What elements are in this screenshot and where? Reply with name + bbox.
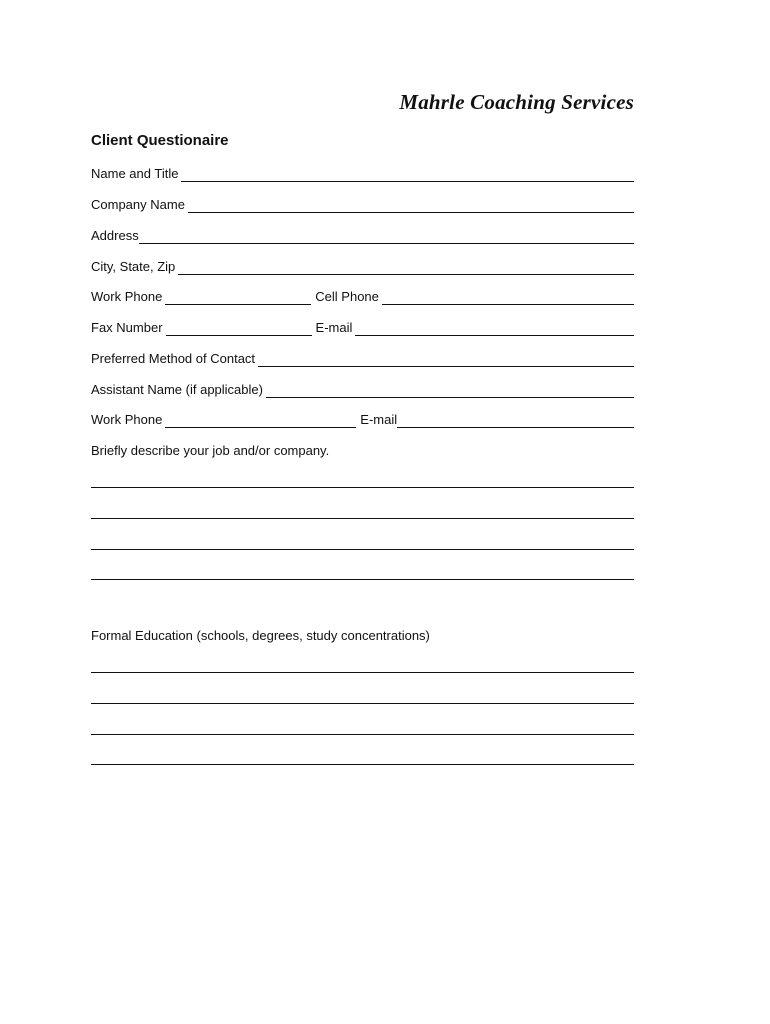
preferred-contact-row <box>91 347 634 367</box>
name-title-field[interactable] <box>181 167 634 182</box>
email-field[interactable] <box>355 321 634 336</box>
city-state-zip-field[interactable] <box>178 260 634 275</box>
fax-number-field[interactable] <box>166 321 312 336</box>
address-row <box>91 224 634 244</box>
fax-number-label: Fax Number <box>91 320 163 335</box>
address-field[interactable] <box>139 229 634 244</box>
city-state-zip-row <box>91 255 634 275</box>
name-title-label: Name and Title <box>91 166 179 181</box>
company-name-row <box>91 193 634 213</box>
cell-phone-label: Cell Phone <box>315 289 379 304</box>
cell-phone-field[interactable] <box>382 290 634 305</box>
formal-education-line[interactable] <box>91 703 634 704</box>
assistant-name-field[interactable] <box>266 383 634 398</box>
preferred-contact-label: Preferred Method of Contact <box>91 351 256 366</box>
job-description-line[interactable] <box>91 518 634 519</box>
formal-education-prompt: Formal Education (schools, degrees, study concentrations) <box>91 628 430 643</box>
company-name-label: Company Name <box>91 197 185 212</box>
assistant-work-phone-field[interactable] <box>165 413 356 428</box>
assistant-name-label: Assistant Name (if applicable) <box>91 382 263 397</box>
email-label: E-mail <box>315 320 353 335</box>
job-description-line[interactable] <box>91 579 634 580</box>
job-description-prompt: Briefly describe your job and/or company. <box>91 443 330 458</box>
job-description-line[interactable] <box>91 549 634 550</box>
job-description-line[interactable] <box>91 487 634 488</box>
work-cell-phone-row <box>91 285 634 305</box>
company-name-field[interactable] <box>188 198 634 213</box>
address-label: Address <box>91 228 139 243</box>
formal-education-line[interactable] <box>91 672 634 673</box>
work-phone-label: Work Phone <box>91 289 163 304</box>
assistant-phone-email-row <box>91 408 634 428</box>
work-phone-field[interactable] <box>165 290 311 305</box>
company-title: Mahrle Coaching Services <box>399 90 634 114</box>
fax-email-row <box>91 316 634 336</box>
preferred-contact-field[interactable] <box>258 352 634 367</box>
city-state-zip-label: City, State, Zip <box>91 259 176 274</box>
assistant-work-phone-label: Work Phone <box>91 412 163 427</box>
assistant-name-row <box>91 378 634 398</box>
assistant-email-field[interactable] <box>397 413 634 428</box>
formal-education-line[interactable] <box>91 734 634 735</box>
assistant-email-label: E-mail <box>360 412 398 427</box>
form-title: Client Questionaire <box>91 132 229 149</box>
formal-education-line[interactable] <box>91 764 634 765</box>
name-title-row <box>91 162 634 182</box>
